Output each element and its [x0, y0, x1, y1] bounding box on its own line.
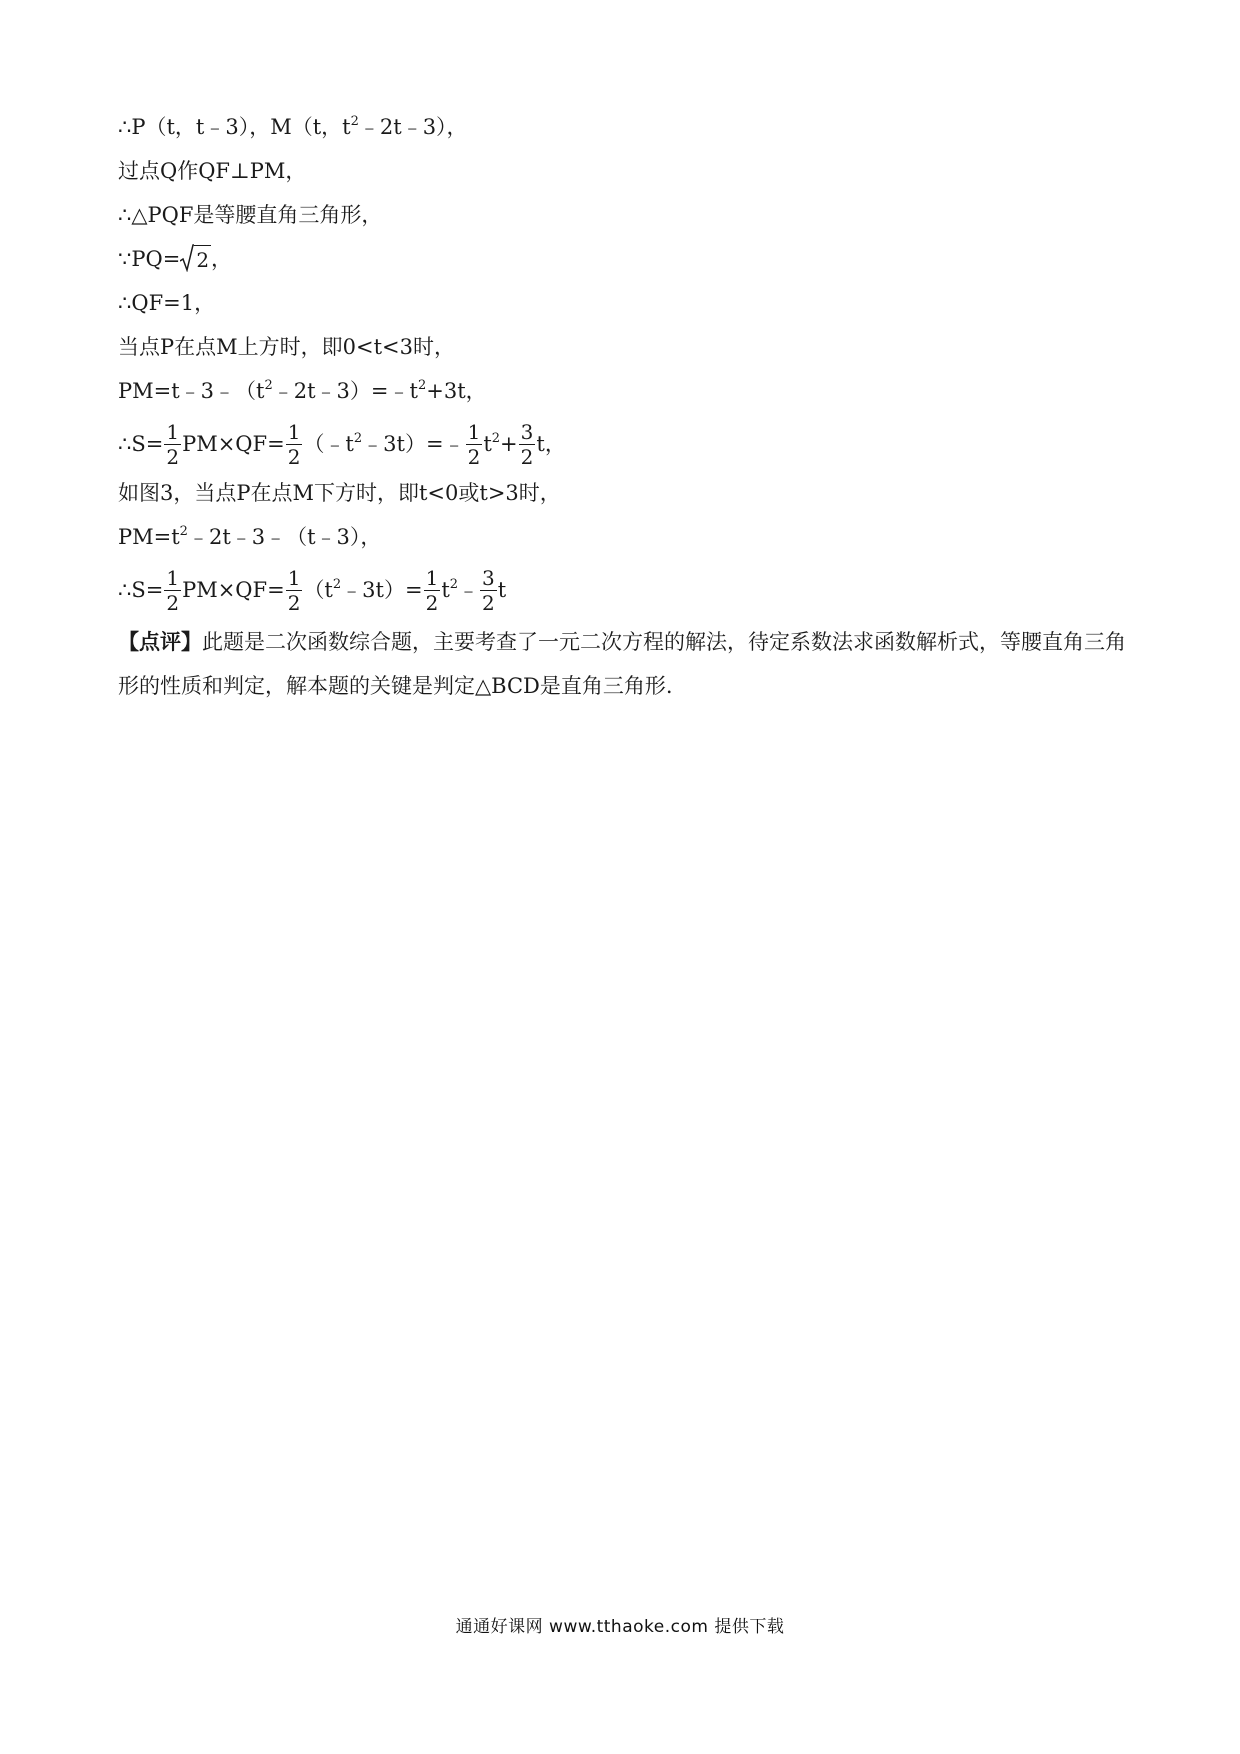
- fraction-denominator: 2: [520, 445, 534, 469]
- fraction-denominator: 2: [467, 445, 481, 469]
- text-segment: PM=t﹣3﹣（t: [118, 379, 265, 403]
- fraction-denominator: 2: [425, 591, 439, 615]
- solution-line-11: [118, 558, 506, 622]
- text-segment: ﹣2t﹣3）=﹣t: [272, 379, 418, 403]
- text-segment: ∴△PQF是等腰直角三角形，: [118, 203, 383, 227]
- solution-line-4: [118, 244, 232, 274]
- text-segment: ，: [211, 247, 233, 271]
- superscript: 2: [179, 524, 188, 539]
- fraction: [519, 420, 536, 469]
- text-segment: PM=t: [118, 525, 180, 549]
- text-segment: （﹣t: [303, 432, 354, 456]
- text-segment: ﹣3t）=: [341, 578, 423, 602]
- fraction-numerator: 1: [425, 566, 439, 590]
- text-segment: ﹣: [458, 578, 480, 602]
- text-segment: ∵PQ=: [118, 247, 181, 271]
- solution-line-10: [118, 522, 381, 552]
- fraction: [286, 420, 303, 469]
- text-segment: ﹣2t﹣3﹣（t﹣3），: [187, 525, 382, 549]
- text-segment: t，: [536, 432, 566, 456]
- text-segment: +3t，: [426, 379, 487, 403]
- fraction-denominator: 2: [482, 591, 495, 615]
- text-segment: t: [497, 578, 507, 602]
- solution-line-3: [118, 200, 382, 230]
- text-segment: ﹣2t﹣3），: [358, 115, 468, 139]
- fraction-numerator: 1: [166, 566, 180, 590]
- superscript: 2: [491, 431, 501, 446]
- text-segment: +: [500, 432, 518, 456]
- fraction-denominator: 2: [287, 591, 301, 615]
- text-segment: 如图3，当点P在点M下方时，即t<0或t>3时，: [118, 481, 561, 505]
- superscript: 2: [449, 577, 459, 592]
- fraction: [480, 566, 497, 615]
- solution-line-5: [118, 288, 215, 318]
- fraction-numerator: 3: [482, 566, 495, 590]
- text-segment: ∴S=: [118, 578, 164, 602]
- text-segment: PM×QF=: [182, 432, 285, 456]
- radicand: 2: [194, 245, 211, 272]
- fraction-numerator: 1: [287, 420, 301, 444]
- text-segment: 当点P在点M上方时，即0<t<3时，: [118, 335, 455, 359]
- solution-line-7: [118, 376, 487, 406]
- solution-line-8: [118, 412, 566, 476]
- fraction-denominator: 2: [287, 445, 301, 469]
- fraction-denominator: 2: [166, 591, 180, 615]
- text-segment: ∴S=: [118, 432, 164, 456]
- solution-line-1: [118, 112, 468, 142]
- fraction-denominator: 2: [166, 445, 180, 469]
- fraction-numerator: 1: [467, 420, 481, 444]
- fraction-numerator: 1: [166, 420, 180, 444]
- text-segment: （t: [303, 578, 333, 602]
- text-segment: t: [483, 432, 492, 456]
- superscript: 2: [332, 577, 342, 592]
- superscript: 2: [350, 114, 359, 129]
- superscript: 2: [264, 378, 273, 393]
- fraction-numerator: 1: [287, 566, 301, 590]
- fraction-numerator: 3: [520, 420, 534, 444]
- fraction: [286, 566, 303, 615]
- solution-line-9: [118, 478, 561, 508]
- radical-sign-icon: [180, 244, 194, 272]
- fraction: [164, 566, 181, 615]
- text-segment: PM×QF=: [182, 578, 285, 602]
- text-segment: ﹣3t）=﹣: [362, 432, 465, 456]
- review-title: 【点评】: [118, 629, 202, 654]
- solution-line-2: [118, 156, 306, 186]
- square-root: [180, 244, 211, 272]
- fraction: [164, 420, 181, 469]
- text-segment: t: [441, 578, 450, 602]
- fraction: [424, 566, 441, 615]
- solution-line-6: [118, 332, 455, 362]
- review-paragraph: [118, 620, 1128, 708]
- text-segment: 过点Q作QF⊥PM，: [118, 159, 307, 183]
- fraction: [466, 420, 483, 469]
- text-segment: ∴QF=1，: [118, 291, 216, 315]
- review-text: 此题是二次函数综合题，主要考查了一元二次方程的解法，待定系数法求函数解析式，等腰直角三角形的性质和判定，解本题的关键是判定△BCD是直角三角形.: [118, 630, 1126, 698]
- superscript: 2: [417, 378, 427, 393]
- footer-credit: 通通好课网 www.tthaoke.com 提供下载: [455, 1617, 785, 1637]
- superscript: 2: [353, 431, 363, 446]
- text-segment: ∴P（t，t﹣3），M（t，t: [118, 115, 351, 139]
